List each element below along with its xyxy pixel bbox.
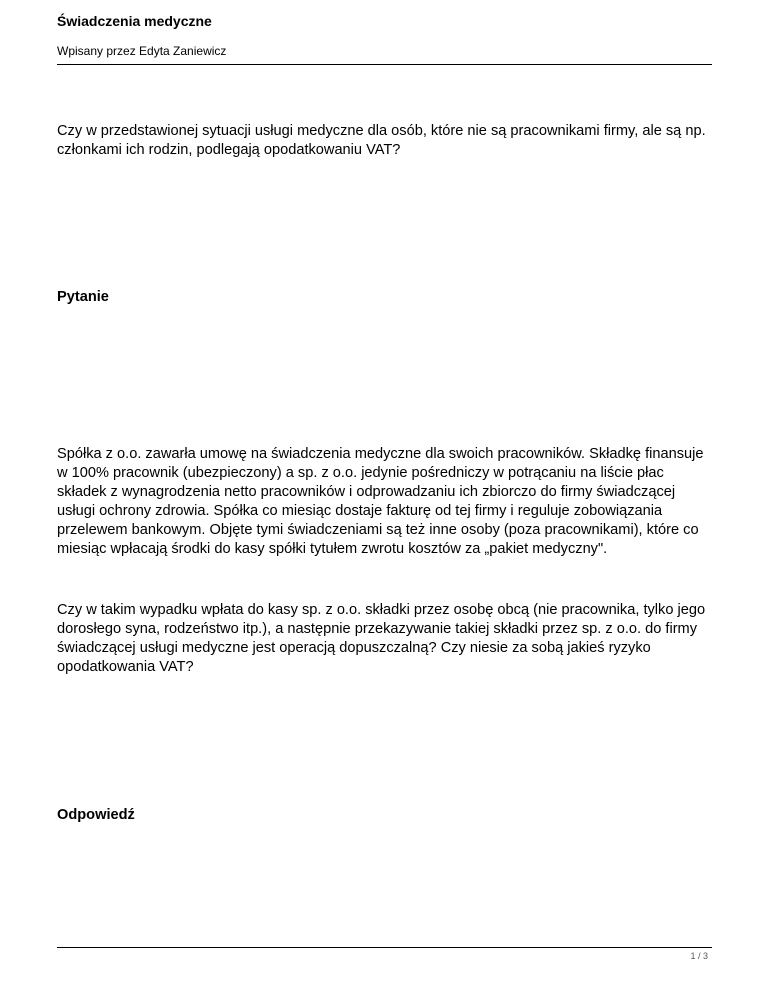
question-paragraph-2: Czy w takim wypadku wpłata do kasy sp. z o.o. składki przez osobę obcą (nie pracownika, tylko jego dorosłego syna, rodzeństwo itp.), a następnie przekazywanie takiej składki przez sp. z o.o. do firmy świadczącej usługi medyczne jest operacją dopuszczalną? Czy niesie za sobą jakieś ryzyko opodatkowania VAT? <box>57 602 706 675</box>
page-number: 1 / 3 <box>690 951 708 961</box>
document-title: Świadczenia medyczne <box>57 13 212 29</box>
author-line: Wpisany przez Edyta Zaniewicz <box>57 44 227 58</box>
header-divider <box>57 64 712 65</box>
answer-heading: Odpowiedź <box>57 807 135 823</box>
intro-question-paragraph: Czy w przedstawionej sytuacji usługi medyczne dla osób, które nie są pracownikami firmy, ale są np. członkami ich rodzin, podlegają opodatkowaniu VAT? <box>57 123 706 158</box>
question-heading: Pytanie <box>57 289 109 305</box>
footer-divider <box>57 947 712 948</box>
page-header <box>57 12 712 59</box>
question-paragraph-1: Spółka z o.o. zawarła umowę na świadczenia medyczne dla swoich pracowników. Składkę finansuje w 100% pracownik (ubezpieczony) a sp. z o.o. jedynie pośredniczy w potrącaniu na liście płac składek z wynagrodzenia netto pracowników i odprowadzaniu ich zbiorczo do firmy świadczącej usługi ochrony zdrowia. Spółka co miesiąc dostaje fakturę od tej firmy i reguluje zobowiązania przelewem bankowym. Objęte tymi świadczeniami są też inne osoby (poza pracownikami), które co miesiąc wpłacają środki do kasy spółki tytułem zwrotu kosztów za „pakiet medyczny". <box>57 446 704 557</box>
